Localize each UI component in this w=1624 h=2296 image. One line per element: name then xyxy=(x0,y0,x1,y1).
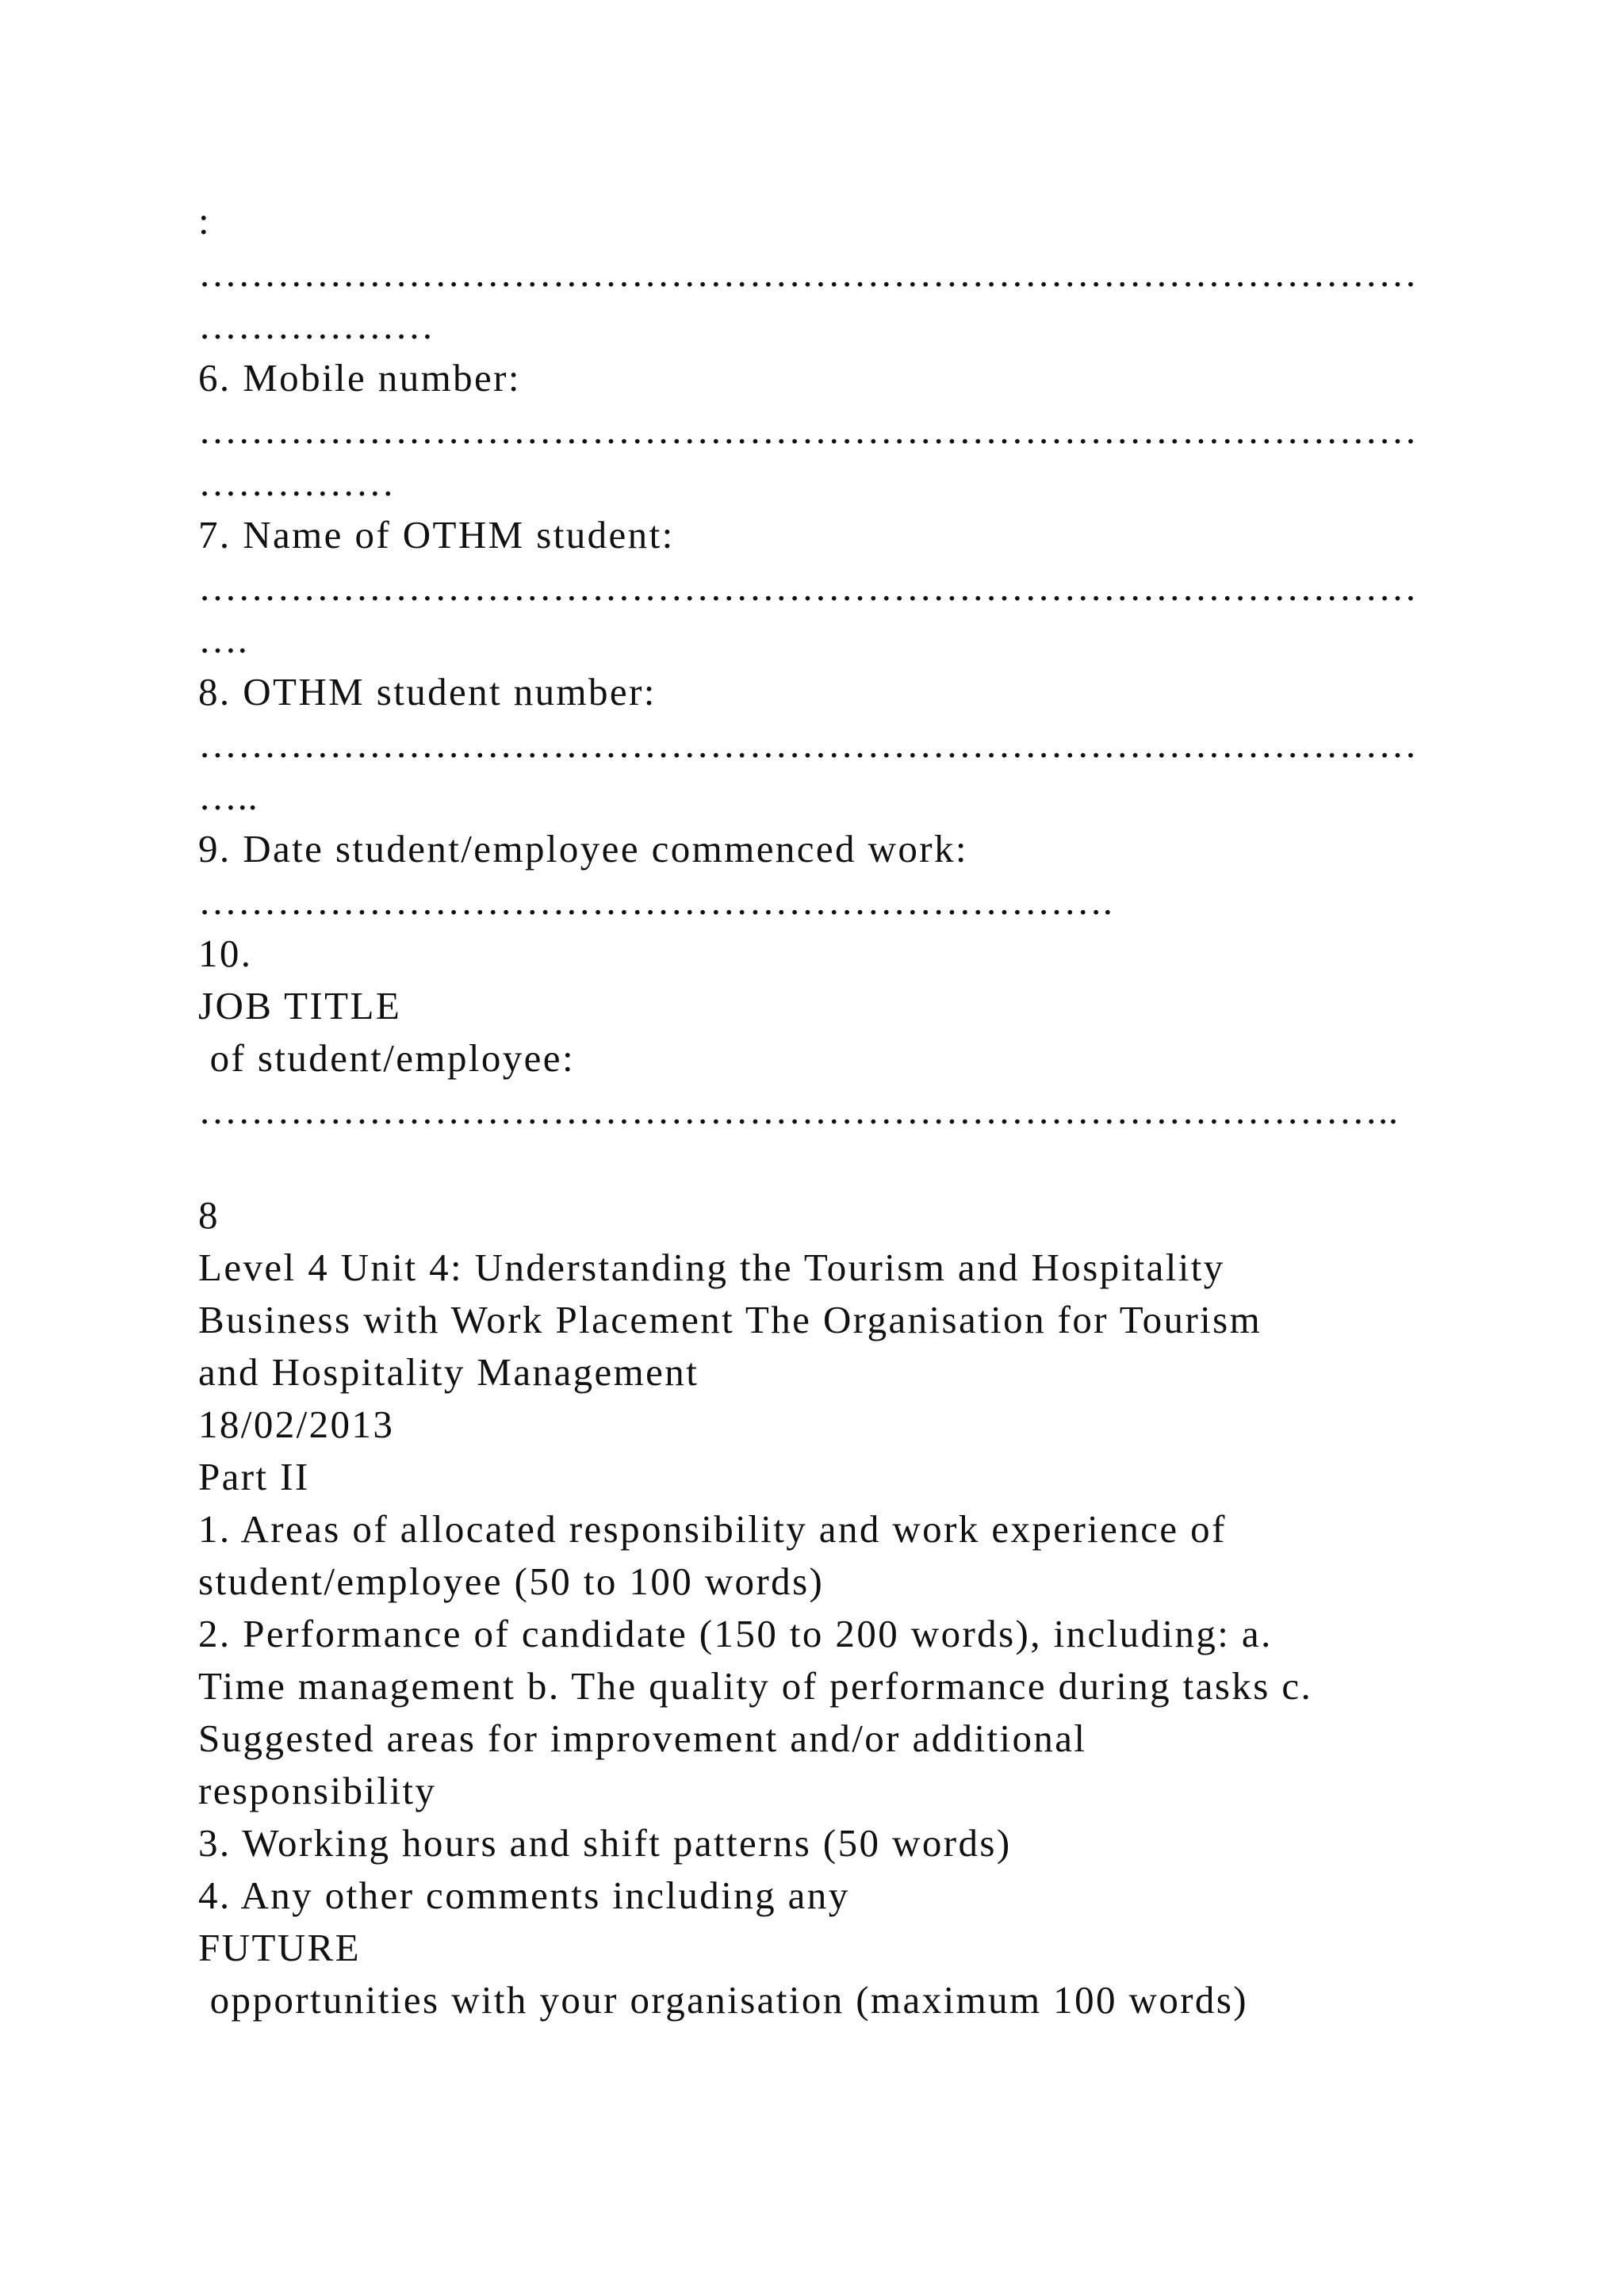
dotted-fill-line: ……………… xyxy=(198,304,435,347)
unit-title-line: and Hospitality Management xyxy=(198,1350,699,1394)
field-label-job-title-suffix: of student/employee: xyxy=(198,1036,575,1080)
dotted-fill-line: …………… xyxy=(198,461,395,504)
dotted-fill-line: ………………………………………………………………………………… xyxy=(198,251,1418,295)
question-3: 3. Working hours and shift patterns (50 words) xyxy=(198,1821,1012,1865)
dotted-fill-line: ……………………………………………………………. xyxy=(198,879,1113,923)
field-label-job-title: JOB TITLE xyxy=(198,984,402,1027)
page-number: 8 xyxy=(198,1193,220,1237)
question-2: responsibility xyxy=(198,1769,437,1812)
document-body xyxy=(198,195,1515,2026)
document-date: 18/02/2013 xyxy=(198,1402,395,1446)
part-heading: Part II xyxy=(198,1455,310,1498)
field-label-commenced-date: 9. Date student/employee commenced work: xyxy=(198,827,968,871)
question-4: 4. Any other comments including any xyxy=(198,1873,850,1917)
colon-label: : xyxy=(198,199,212,243)
question-2: Suggested areas for improvement and/or additional xyxy=(198,1716,1087,1760)
field-label-student-number: 8. OTHM student number: xyxy=(198,670,657,714)
dotted-fill-line: …. xyxy=(198,618,248,661)
field-number-10: 10. xyxy=(198,932,253,975)
unit-title-line: Level 4 Unit 4: Understanding the Tourism and Hospitality xyxy=(198,1246,1225,1289)
unit-title-line: Business with Work Placement The Organisation for Tourism xyxy=(198,1298,1262,1341)
field-label-mobile-number: 6. Mobile number: xyxy=(198,356,521,400)
blank-line xyxy=(198,1137,1515,1189)
field-label-student-name: 7. Name of OTHM student: xyxy=(198,513,675,557)
question-1: 1. Areas of allocated responsibility and work experience of xyxy=(198,1507,1227,1551)
question-4: opportunities with your organisation (maximum 100 words) xyxy=(198,1978,1249,2022)
question-4-future: FUTURE xyxy=(198,1926,361,1969)
question-2: 2. Performance of candidate (150 to 200 words), including: a. xyxy=(198,1612,1273,1655)
question-2: Time management b. The quality of performance during tasks c. xyxy=(198,1664,1313,1708)
dotted-fill-line: ….. xyxy=(198,775,259,818)
dotted-fill-line: ……………………………………………………………………………….. xyxy=(198,1089,1399,1132)
question-1: student/employee (50 to 100 words) xyxy=(198,1559,825,1603)
dotted-fill-line: ………………………………………………………………………………… xyxy=(198,722,1418,766)
dotted-fill-line: ………………………………………………………………………………… xyxy=(198,408,1418,452)
dotted-fill-line: ………………………………………………………………………………… xyxy=(198,565,1418,609)
